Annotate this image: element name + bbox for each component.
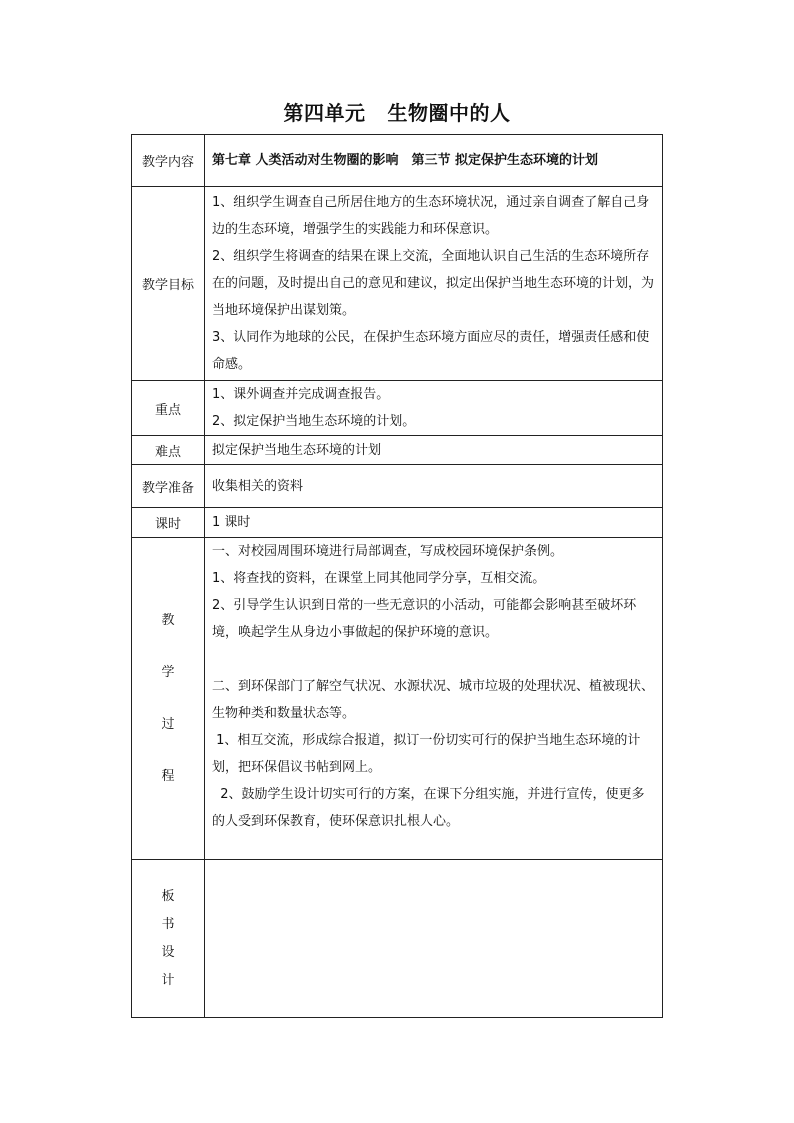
process-line: 2、引导学生认识到日常的一些无意识的小活动，可能都会影响甚至破坏环境，唤起学生从身边小事做起的保护环境的意识。 — [212, 598, 637, 640]
value-key-points — [205, 381, 663, 436]
board-label-char: 设 — [161, 944, 175, 960]
label-hours: 课时 — [132, 508, 205, 538]
row-goals — [132, 187, 663, 381]
row-process — [132, 538, 663, 860]
row-difficulty — [132, 436, 663, 465]
process-label-char: 学 — [161, 664, 175, 680]
value-hours: 1 课时 — [205, 508, 663, 538]
value-difficulty: 拟定保护当地生态环境的计划 — [205, 436, 663, 465]
board-label-char: 计 — [161, 972, 175, 988]
process-label-char: 过 — [161, 716, 175, 732]
value-board — [205, 860, 663, 1018]
label-process — [132, 538, 205, 860]
process-label-char: 程 — [161, 768, 175, 784]
lesson-plan-table — [131, 134, 663, 1018]
goal-item: 1、组织学生调查自己所居住地方的生态环境状况，通过亲自调查了解自己身边的生态环境，增强学生的实践能力和环保意识。 — [212, 195, 650, 237]
process-label-char: 教 — [161, 612, 175, 628]
label-board — [132, 860, 205, 1018]
board-label-char: 板 — [161, 888, 175, 904]
key-point-item: 1、课外调查并完成调查报告。 — [212, 387, 390, 402]
label-goals: 教学目标 — [132, 187, 205, 381]
process-blank-line — [212, 646, 656, 673]
label-difficulty: 难点 — [132, 436, 205, 465]
value-process — [205, 538, 663, 860]
label-content: 教学内容 — [132, 135, 205, 187]
label-preparation: 教学准备 — [132, 465, 205, 508]
process-line: 1、将查找的资料，在课堂上同其他同学分享，互相交流。 — [212, 571, 546, 586]
row-preparation — [132, 465, 663, 508]
board-label-char: 书 — [161, 916, 175, 932]
goal-item: 3、认同作为地球的公民，在保护生态环境方面应尽的责任，增强责任感和使命感。 — [212, 330, 650, 372]
process-line: 一、对校园周围环境进行局部调查，写成校园环境保护条例。 — [212, 544, 564, 559]
process-line: 1、相互交流，形成综合报道，拟订一份切实可行的保护当地生态环境的计划，把环保倡议书帖到网上。 — [212, 733, 641, 775]
row-hours — [132, 508, 663, 538]
row-content — [132, 135, 663, 187]
value-goals — [205, 187, 663, 381]
title-topic: 生物圈中的人 — [387, 101, 511, 125]
value-preparation: 收集相关的资料 — [205, 465, 663, 508]
value-content: 第七章 人类活动对生物圈的影响 第三节 拟定保护生态环境的计划 — [205, 135, 663, 187]
goal-item: 2、组织学生将调查的结果在课上交流，全面地认识自己生活的生态环境所存在的问题，及时提出自己的意见和建议，拟定出保护当地生态环境的计划，为当地环境保护出谋划策。 — [212, 249, 655, 318]
row-board — [132, 860, 663, 1018]
row-key-points — [132, 381, 663, 436]
page-title — [0, 97, 794, 126]
key-point-item: 2、拟定保护当地生态环境的计划。 — [212, 414, 416, 429]
title-unit: 第四单元 — [283, 101, 366, 125]
process-line: 2、鼓励学生设计切实可行的方案，在课下分组实施，并进行宣传，使更多的人受到环保教育，使环保意识扎根人心。 — [212, 787, 645, 829]
label-key-points: 重点 — [132, 381, 205, 436]
process-line: 二、到环保部门了解空气状况、水源状况、城市垃圾的处理状况、植被现状、生物种类和数量状态等。 — [212, 679, 655, 721]
